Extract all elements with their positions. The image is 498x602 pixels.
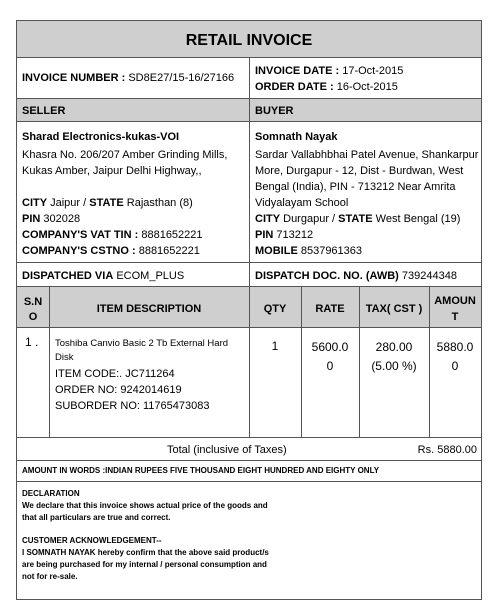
dispatched-via-value: ECOM_PLUS	[116, 270, 185, 282]
ack-title: CUSTOMER ACKNOWLEDGEMENT--	[22, 536, 162, 545]
seller-cst-label: COMPANY'S CSTNO :	[22, 245, 136, 257]
buyer-address-2: More, Durgapur - 12, Dist - Burdwan, West	[255, 165, 464, 177]
invoice-number-label: INVOICE NUMBER :	[22, 72, 126, 84]
seller-city-state: CITY Jaipur / STATE Rajasthan (8)	[22, 197, 193, 209]
buyer-name: Somnath Nayak	[255, 131, 338, 143]
declaration-title: DECLARATION	[22, 489, 80, 498]
invoice	[16, 20, 482, 600]
ack-line2: are being purchased for my internal / personal consumption and	[22, 560, 267, 569]
item-desc-line1: Toshiba Canvio Basic 2 Tb External Hard	[55, 338, 229, 349]
col-line	[49, 286, 50, 437]
th-qty: QTY	[263, 303, 287, 315]
th-tax: TAX( CST )	[365, 303, 423, 315]
buyer-city-label: CITY	[255, 213, 281, 225]
order-date	[255, 79, 398, 95]
item-qty: 1	[271, 339, 279, 353]
th-sno-line2: O	[28, 311, 38, 323]
invoice-date-label: INVOICE DATE :	[255, 65, 340, 77]
buyer-address-4: Vidyalayam School	[255, 197, 349, 209]
buyer-header: BUYER	[255, 105, 294, 117]
buyer-mobile-label: MOBILE	[255, 245, 298, 257]
seller-address-1: Khasra No. 206/207 Amber Grinding Mills,	[22, 149, 228, 161]
buyer-state: West Bengal (19)	[375, 213, 461, 225]
item-tax-line1: 280.00	[375, 340, 413, 354]
buyer-city: Durgapur	[283, 213, 329, 225]
item-description	[55, 337, 228, 365]
seller-name: Sharad Electronics-kukas-VOI	[22, 131, 180, 143]
seller-vat	[22, 227, 203, 243]
item-rate-line2: 0	[326, 359, 334, 373]
buyer-address-3: Bengal (India), PIN - 713212 Near Amrita	[255, 181, 456, 193]
divider	[17, 481, 481, 482]
seller-pin	[22, 211, 80, 227]
item-tax-line2: (5.00 %)	[371, 359, 417, 373]
declaration-line2: that all particulars are true and correct.	[22, 513, 171, 522]
col-line	[249, 286, 250, 437]
buyer-address-1: Sardar Vallabhbhai Patel Avenue, Shankarpur	[255, 149, 479, 161]
buyer-pin-value: 713212	[276, 229, 314, 241]
order-date-label: ORDER DATE :	[255, 81, 334, 93]
invoice-number-value: SD8E27/15-16/27166	[128, 72, 235, 84]
buyer-city-state: CITY Durgapur / STATE West Bengal (19)	[255, 213, 461, 225]
seller-vat-label: COMPANY'S VAT TIN :	[22, 229, 139, 241]
th-rate: RATE	[315, 303, 345, 315]
column-divider	[249, 57, 250, 287]
invoice-number	[22, 70, 234, 86]
declaration	[22, 488, 268, 524]
divider	[17, 460, 481, 461]
seller-cst-value: 8881652221	[138, 245, 200, 257]
ack-line1: I SOMNATH NAYAK hereby confirm that the above said product/s	[22, 548, 269, 557]
seller-state-label: STATE	[89, 197, 124, 209]
buyer-mobile-value: 8537961363	[300, 245, 363, 257]
amount-in-words: AMOUNT IN WORDS :INDIAN RUPEES FIVE THOUSAND EIGHT HUNDRED AND EIGHTY ONLY	[22, 466, 380, 475]
seller-pin-value: 302028	[43, 213, 81, 225]
invoice-date	[255, 63, 403, 79]
dispatch-doc-value: 739244348	[401, 270, 457, 282]
invoice-title: RETAIL INVOICE	[17, 21, 481, 58]
invoice-date-value: 17-Oct-2015	[342, 65, 404, 77]
th-amount-line2: T	[451, 311, 459, 323]
dispatched-via	[22, 268, 184, 284]
dispatch-doc	[255, 268, 457, 284]
dispatch-doc-label: DISPATCH DOC. NO. (AWB)	[255, 270, 399, 282]
seller-address-2: Kukas Amber, Jaipur Delhi Highway,,	[22, 165, 202, 177]
th-amount-line1: AMOUN	[434, 295, 476, 307]
th-sno-line1: S.N	[23, 296, 43, 308]
item-amount	[429, 338, 481, 376]
seller-state: Rajasthan (8)	[126, 197, 193, 209]
item-suborder-no: SUBORDER NO: 11765473083	[55, 400, 210, 412]
item-code: ITEM CODE:. JC711264	[55, 368, 175, 380]
th-sno	[17, 295, 49, 325]
item-tax	[359, 338, 429, 376]
buyer-mobile	[255, 243, 362, 259]
buyer-state-label: STATE	[338, 213, 373, 225]
seller-pin-label: PIN	[22, 213, 41, 225]
total-label: Total (inclusive of Taxes)	[167, 444, 287, 456]
dispatched-via-label: DISPATCHED VIA	[22, 270, 114, 282]
total-value: Rs. 5880.00	[417, 444, 477, 456]
item-order-no: ORDER NO: 9242014619	[55, 384, 182, 396]
th-item: ITEM DESCRIPTION	[96, 303, 202, 315]
ack-line3: not for re-sale.	[22, 572, 78, 581]
item-rate	[301, 338, 359, 376]
buyer-pin-label: PIN	[255, 229, 274, 241]
item-amount-line2: 0	[451, 359, 459, 373]
divider	[17, 437, 481, 438]
item-sno: 1 .	[25, 335, 39, 349]
item-desc-line2: Disk	[55, 352, 74, 363]
item-rate-line1: 5600.0	[311, 340, 349, 354]
th-amount	[429, 293, 481, 325]
item-refs	[55, 366, 210, 414]
seller-city: Jaipur	[50, 197, 81, 209]
customer-acknowledgement	[22, 535, 269, 583]
seller-city-label: CITY	[22, 197, 48, 209]
seller-header: SELLER	[22, 105, 66, 117]
item-amount-line1: 5880.0	[436, 340, 474, 354]
buyer-pin	[255, 227, 313, 243]
seller-cst	[22, 243, 200, 259]
order-date-value: 16-Oct-2015	[336, 81, 398, 93]
seller-vat-value: 8881652221	[141, 229, 203, 241]
declaration-line1: We declare that this invoice shows actual price of the goods and	[22, 501, 268, 510]
